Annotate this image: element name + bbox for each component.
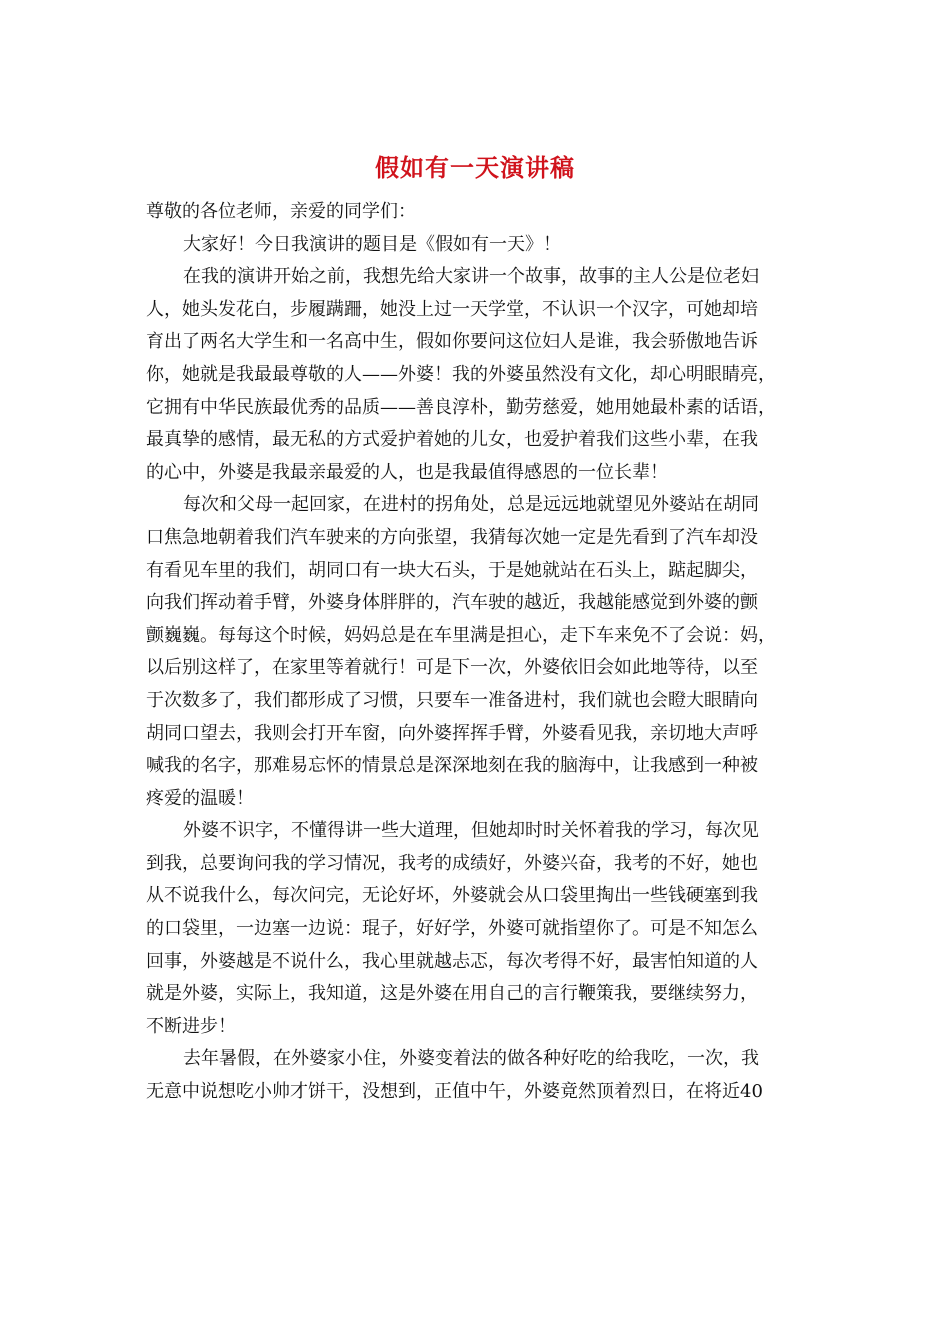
text-line: 每次和父母一起回家，在进村的拐角处，总是远远地就望见外婆站在胡同 xyxy=(183,494,759,516)
text-line: 在我的演讲开始之前，我想先给大家讲一个故事，故事的主人公是位老妇 xyxy=(183,266,759,288)
text-line: 最真挚的感情，最无私的方式爱护着她的儿女，也爱护着我们这些小辈，在我 xyxy=(146,429,758,451)
text-line: 口焦急地朝着我们汽车驶来的方向张望，我猜每次她一定是先看到了汽车却没 xyxy=(146,526,758,548)
text-line: 人，她头发花白，步履蹒跚，她没上过一天学堂，不认识一个汉字，可她却培 xyxy=(146,298,758,320)
text-line: 以后别这样了，在家里等着就行！可是下一次，外婆依旧会如此地等待，以至 xyxy=(146,657,758,679)
text-line: 育出了两名大学生和一名高中生，假如你要问这位妇人是谁，我会骄傲地告诉 xyxy=(146,331,758,353)
salutation: 尊敬的各位老师，亲爱的同学们： xyxy=(146,201,416,222)
text-line: 从不说我什么，每次问完，无论好坏，外婆就会从口袋里掏出一些钱硬塞到我 xyxy=(146,885,758,907)
text-line: 不断进步！ xyxy=(146,1015,236,1037)
text-line: 你，她就是我最最尊敬的人——外婆！我的外婆虽然没有文化，却心明眼睛亮， xyxy=(146,363,776,385)
text-line: 大家好！今日我演讲的题目是《假如有一天》！ xyxy=(183,233,561,255)
text-line: 颤巍巍。每每这个时候，妈妈总是在车里满是担心，走下车来免不了会说：妈， xyxy=(146,624,776,646)
text-line: 向我们挥动着手臂，外婆身体胖胖的，汽车驶的越近，我越能感觉到外婆的颤 xyxy=(146,592,758,614)
text-line: 回事，外婆越是不说什么，我心里就越忐忑，每次考得不好，最害怕知道的人 xyxy=(146,950,758,972)
document-title: 假如有一天演讲稿 xyxy=(375,153,575,182)
text-line: 的口袋里，一边塞一边说：琨子，好好学，外婆可就指望你了。可是不知怎么 xyxy=(146,918,758,940)
text-line: 胡同口望去，我则会打开车窗，向外婆挥挥手臂，外婆看见我，亲切地大声呼 xyxy=(146,722,758,744)
text-line: 无意中说想吃小帅才饼干，没想到，正值中午，外婆竟然顶着烈日，在将近40 xyxy=(146,1081,763,1103)
text-line: 疼爱的温暖！ xyxy=(146,787,254,809)
text-line: 于次数多了，我们都形成了习惯，只要车一准备进村，我们就也会瞪大眼睛向 xyxy=(146,689,758,711)
text-line: 就是外婆，实际上，我知道，这是外婆在用自己的言行鞭策我，要继续努力， xyxy=(146,983,758,1005)
text-line: 有看见车里的我们，胡同口有一块大石头，于是她就站在石头上，踮起脚尖， xyxy=(146,559,758,581)
text-line: 到我，总要询问我的学习情况，我考的成绩好，外婆兴奋，我考的不好，她也 xyxy=(146,852,758,874)
text-line: 喊我的名字，那难易忘怀的情景总是深深地刻在我的脑海中，让我感到一种被 xyxy=(146,755,758,777)
document-body xyxy=(146,196,806,1109)
text-line: 去年暑假，在外婆家小住，外婆变着法的做各种好吃的给我吃，一次，我 xyxy=(183,1048,759,1070)
text-line: 外婆不识字，不懂得讲一些大道理，但她却时时关怀着我的学习，每次见 xyxy=(183,820,759,842)
text-line: 的心中，外婆是我最亲最爱的人，也是我最值得感恩的一位长辈！ xyxy=(146,461,668,483)
text-line: 它拥有中华民族最优秀的品质——善良淳朴，勤劳慈爱，她用她最朴素的话语， xyxy=(146,396,776,418)
